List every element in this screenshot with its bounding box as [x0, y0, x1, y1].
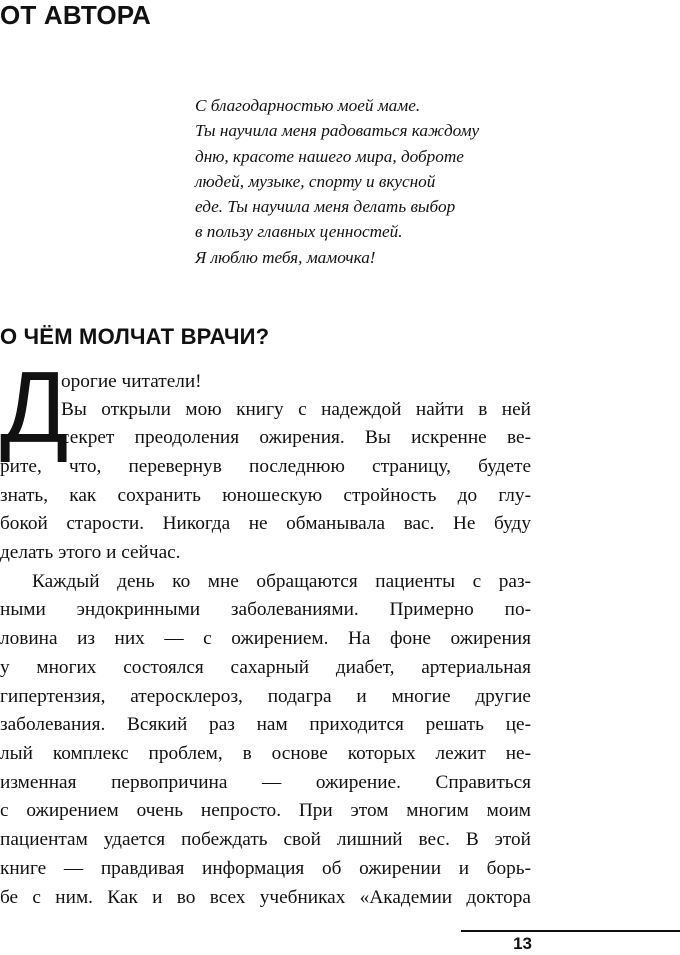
drop-cap-letter: Д [0, 352, 69, 464]
body-line: Вы открыли мою книгу с надеждой найти в ней [61, 399, 531, 420]
body-line: ловина из них — с ожирением. На фоне ожирения [0, 628, 531, 649]
epigraph-line: С благодарностью моей маме. [195, 96, 421, 115]
epigraph-line: Ты научила меня радоваться каждому [195, 121, 480, 141]
body-line: Каждый день ко мне обращаются пациенты с раз- [32, 571, 531, 592]
body-line: книге — правдивая информация об ожирении и борь- [0, 858, 531, 879]
epigraph-line: дню, красоте нашего мира, доброте [195, 146, 464, 166]
body-line: пациентам удается побеждать свой лишний вес. В этой [0, 829, 531, 850]
body-line: с ожирением очень непросто. При этом многим моим [0, 800, 531, 821]
body-line: знать, как сохранить юношескую стройность до глу- [0, 485, 531, 506]
body-line: лый комплекс проблем, в основе которых лежит не- [0, 743, 531, 764]
epigraph-line: людей, музыке, спорту и вкусной [195, 171, 436, 191]
body-line: гипертензия, атеросклероз, подагра и многие другие [0, 686, 531, 707]
page-number: 13 [513, 934, 532, 953]
epigraph-line: Я люблю тебя, мамочка! [195, 247, 376, 267]
epigraph-line: в пользу главных ценностей. [195, 222, 403, 242]
body-line: секрет преодоления ожирения. Вы искренне ве- [61, 427, 531, 448]
section-heading-author: ОТ АВТОРА [0, 0, 151, 30]
body-line: заболевания. Всякий раз нам приходится решать це- [0, 714, 531, 735]
epigraph [195, 93, 479, 270]
body-line: у многих состоялся сахарный диабет, артериальная [0, 657, 531, 678]
epigraph-line: еде. Ты научила меня делать выбор [195, 197, 456, 217]
body-line: рите, что, перевернув последнюю страницу, будете [0, 456, 531, 477]
body-line: бе с ним. Как и во всех учебниках «Академии доктора [0, 887, 531, 908]
body-line: орогие читатели! [61, 371, 202, 392]
chapter-heading: О ЧЁМ МОЛЧАТ ВРАЧИ? [0, 324, 270, 349]
body-line: делать этого и сейчас. [0, 542, 181, 563]
footer-rule [461, 930, 680, 932]
body-line: изменная первопричина — ожирение. Справиться [0, 772, 531, 793]
body-line: ными эндокринными заболеваниями. Примерно по- [0, 599, 531, 620]
body-line: бокой старости. Никогда не обманывала вас. Не буду [0, 513, 531, 534]
